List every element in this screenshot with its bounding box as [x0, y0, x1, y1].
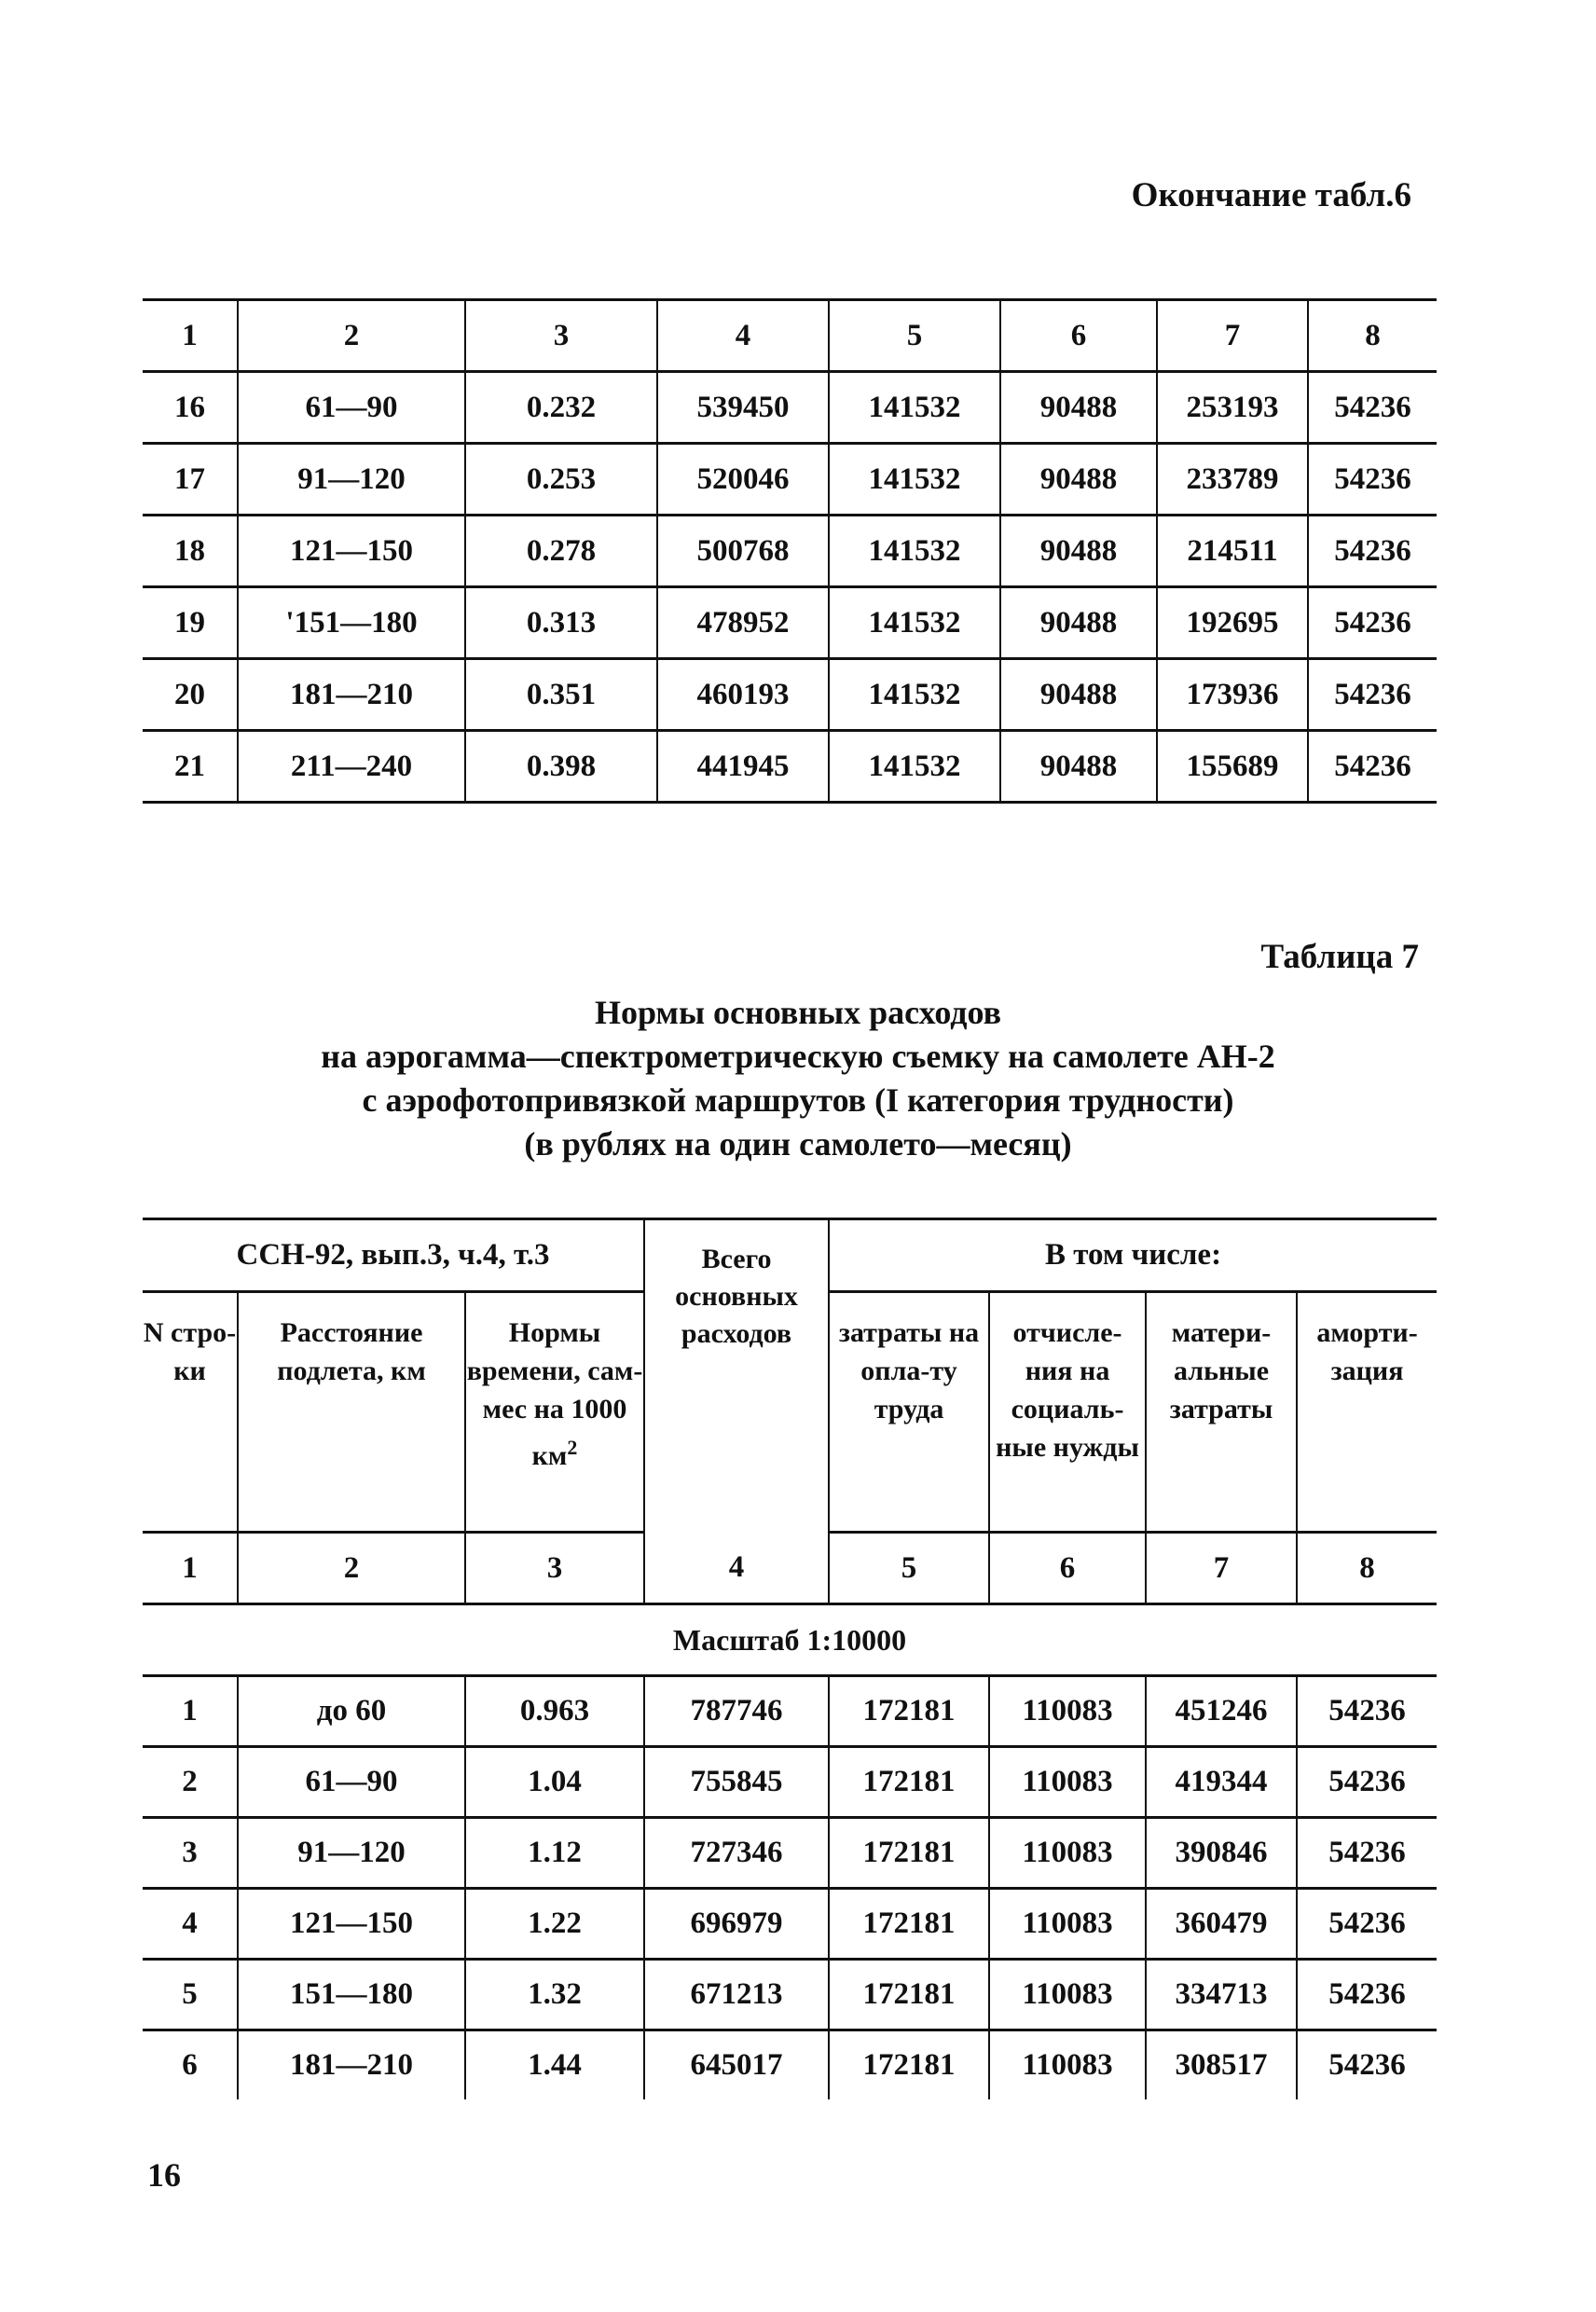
- table-cell: 1: [143, 1676, 238, 1747]
- time-norms-text: Нормы времени, сам-мес на 1000 км: [466, 1317, 643, 1471]
- table-row: [143, 1747, 1437, 1818]
- table-cell: 141532: [829, 587, 1000, 659]
- table-cell: 141532: [829, 444, 1000, 516]
- table-cell: 671213: [644, 1960, 829, 2030]
- page-number: 16: [147, 2156, 181, 2194]
- table-row: [143, 2030, 1437, 2100]
- col-header-time-norms: [465, 1292, 644, 1533]
- col-header-social: отчисле-ния на социаль-ные нужды: [989, 1292, 1146, 1533]
- table-cell: 54236: [1308, 587, 1437, 659]
- table-cell: 172181: [829, 1889, 989, 1960]
- table-cell: 1: [143, 300, 238, 372]
- table-cell: 4: [143, 1889, 238, 1960]
- column-number: 5: [829, 1533, 989, 1604]
- column-number: 3: [465, 1533, 644, 1604]
- column-number: 4: [644, 1533, 829, 1604]
- col-header-labor: затраты на опла-ту труда: [829, 1292, 989, 1533]
- table-cell: 0.351: [465, 659, 657, 731]
- table-cell: 6: [182, 2048, 198, 2082]
- table-cell: 441945: [657, 731, 829, 803]
- table-cell: 192695: [1157, 587, 1308, 659]
- table-cell: 451246: [1146, 1676, 1297, 1747]
- table-7-title-line: (в рублях на один самолето—месяц): [524, 1125, 1072, 1163]
- table-cell: 172181: [829, 1676, 989, 1747]
- table-cell: 0.963: [465, 1676, 644, 1747]
- table-cell: 5: [143, 1960, 238, 2030]
- table-cell: 0.398: [465, 731, 657, 803]
- table-row: [143, 444, 1437, 516]
- table-cell: 110083: [989, 1960, 1146, 2030]
- table-cell: до 60: [238, 1676, 465, 1747]
- table-cell: 1.12: [465, 1818, 644, 1889]
- table-cell: 54236: [1308, 444, 1437, 516]
- column-number: 1: [143, 1533, 238, 1604]
- table-cell: 755845: [644, 1747, 829, 1818]
- table-cell: 0.232: [465, 372, 657, 444]
- col-header-distance: Расстояние подлета, км: [238, 1292, 465, 1533]
- table-cell: 54236: [1297, 1818, 1437, 1889]
- table-cell: 54236: [1308, 731, 1437, 803]
- table-7-title-line: с аэрофотопривязкой маршрутов (I категория трудности): [362, 1081, 1234, 1119]
- table-cell: 520046: [657, 444, 829, 516]
- table-cell: 0.278: [465, 516, 657, 587]
- table-cell: 8: [1308, 300, 1437, 372]
- table-cell: 61—90: [238, 372, 465, 444]
- table-cell: 3: [143, 1818, 238, 1889]
- table-row: [143, 1676, 1437, 1747]
- table-cell: 54236: [1297, 1747, 1437, 1818]
- table-cell: 253193: [1157, 372, 1308, 444]
- table-cell: 3: [465, 300, 657, 372]
- table-cell: 0.313: [465, 587, 657, 659]
- table-cell: 54236: [1297, 1960, 1437, 2030]
- table-cell: 90488: [1000, 516, 1157, 587]
- table-cell: 6: [1000, 300, 1157, 372]
- table-cell: 1.44: [465, 2030, 644, 2100]
- table-cell: 90488: [1000, 444, 1157, 516]
- table-cell: 110083: [989, 1676, 1146, 1747]
- table-cell: 141532: [829, 516, 1000, 587]
- table-7-title: [0, 991, 1596, 1166]
- table-cell: 20: [143, 659, 238, 731]
- total-header: Всего основных расходов: [644, 1219, 829, 1533]
- table-7-title-line: на аэрогамма—спектрометрическую съемку на самолете АН-2: [321, 1038, 1275, 1075]
- table-cell: 5: [829, 300, 1000, 372]
- table-cell: 787746: [644, 1676, 829, 1747]
- table-cell: 151—180: [238, 1960, 465, 2030]
- table-cell: 233789: [1157, 444, 1308, 516]
- table-cell: 110083: [989, 1889, 1146, 1960]
- section-row: [143, 1604, 1437, 1676]
- table-cell: 173936: [1157, 659, 1308, 731]
- table-cell: 90488: [1000, 372, 1157, 444]
- table-cell: 2: [238, 300, 465, 372]
- table-6-header-row: [143, 300, 1437, 372]
- subgroup-header: В том числе:: [829, 1219, 1437, 1292]
- table-cell: 0.253: [465, 444, 657, 516]
- table-cell: 478952: [657, 587, 829, 659]
- table-cell: 360479: [1146, 1889, 1297, 1960]
- table-row: [143, 587, 1437, 659]
- table-cell: 110083: [989, 1818, 1146, 1889]
- table-cell: 121—150: [238, 1889, 465, 1960]
- table-7-title-line: Нормы основных расходов: [594, 994, 1002, 1031]
- table-cell: 110083: [989, 2030, 1146, 2100]
- table-cell: 90488: [1000, 659, 1157, 731]
- col-header-materials: матери-альные затраты: [1146, 1292, 1297, 1533]
- table-cell: 121—150: [238, 516, 465, 587]
- col-header-amortization: аморти-зация: [1297, 1292, 1437, 1533]
- table-cell: 4: [657, 300, 829, 372]
- table-row: [143, 659, 1437, 731]
- table-cell: 141532: [829, 731, 1000, 803]
- table-cell: 90488: [1000, 587, 1157, 659]
- table-cell: 110083: [989, 1747, 1146, 1818]
- table-cell: 21: [143, 731, 238, 803]
- table-cell: 460193: [657, 659, 829, 731]
- table-cell: 54236: [1308, 659, 1437, 731]
- table-row: [143, 516, 1437, 587]
- table-cell: 645017: [644, 2030, 829, 2100]
- table-cell: 17: [143, 444, 238, 516]
- table-cell: 1.32: [465, 1960, 644, 2030]
- table-cell: 141532: [829, 659, 1000, 731]
- table-cell: 54236: [1308, 372, 1437, 444]
- table-7: [143, 1218, 1437, 2099]
- table-cell: 308517: [1146, 2030, 1297, 2100]
- column-number: 7: [1146, 1533, 1297, 1604]
- table-cell: 727346: [644, 1818, 829, 1889]
- table-cell: 155689: [1157, 731, 1308, 803]
- table-cell: 334713: [1146, 1960, 1297, 2030]
- table-cell: 181—210: [238, 2030, 465, 2100]
- section-scale: Масштаб 1:10000: [143, 1604, 1437, 1676]
- table-cell: 141532: [829, 372, 1000, 444]
- table-cell: 1.22: [465, 1889, 644, 1960]
- table-cell: 91—120: [238, 444, 465, 516]
- table-cell: 54236: [1308, 516, 1437, 587]
- table-row: [143, 1960, 1437, 2030]
- table-cell: 19: [143, 587, 238, 659]
- table-cell: 539450: [657, 372, 829, 444]
- table-cell: 16: [143, 372, 238, 444]
- column-number: 6: [989, 1533, 1146, 1604]
- table-cell: 211—240: [238, 731, 465, 803]
- table-cell: 696979: [644, 1889, 829, 1960]
- table-cell: 7: [1157, 300, 1308, 372]
- table-cell: 172181: [829, 2030, 989, 2100]
- column-number-row: [143, 1533, 1437, 1604]
- table-cell: 54236: [1297, 2030, 1437, 2100]
- table-cell: 181—210: [238, 659, 465, 731]
- table-7-label: Таблица 7: [1260, 938, 1419, 976]
- col-header-row-no: N стро-ки: [143, 1292, 238, 1533]
- table-cell: 54236: [1297, 1676, 1437, 1747]
- column-number: 8: [1297, 1533, 1437, 1604]
- table-cell: 172181: [829, 1747, 989, 1818]
- time-norms-superscript: 2: [567, 1436, 578, 1459]
- table-cell: 2: [143, 1747, 238, 1818]
- table-6-continuation: [143, 298, 1437, 804]
- table-cell: 90488: [1000, 731, 1157, 803]
- table-cell: '151—180: [238, 587, 465, 659]
- column-number: 2: [238, 1533, 465, 1604]
- table-row: [143, 1818, 1437, 1889]
- table-cell: 91—120: [238, 1818, 465, 1889]
- group-header-ssn: ССН-92, вып.3, ч.4, т.3: [143, 1219, 644, 1292]
- table-cell: 172181: [829, 1818, 989, 1889]
- table-7-header-row: [143, 1219, 1437, 1292]
- continuation-label: Окончание табл.6: [1131, 176, 1411, 214]
- table-cell: 61—90: [238, 1747, 465, 1818]
- table-cell: 214511: [1157, 516, 1308, 587]
- table-cell: 419344: [1146, 1747, 1297, 1818]
- table-row: [143, 731, 1437, 803]
- table-cell: 18: [143, 516, 238, 587]
- table-cell: 500768: [657, 516, 829, 587]
- table-row: [143, 1889, 1437, 1960]
- table-cell: 1.04: [465, 1747, 644, 1818]
- table-cell: 390846: [1146, 1818, 1297, 1889]
- table-cell: 54236: [1297, 1889, 1437, 1960]
- table-cell: 172181: [829, 1960, 989, 2030]
- table-row: [143, 372, 1437, 444]
